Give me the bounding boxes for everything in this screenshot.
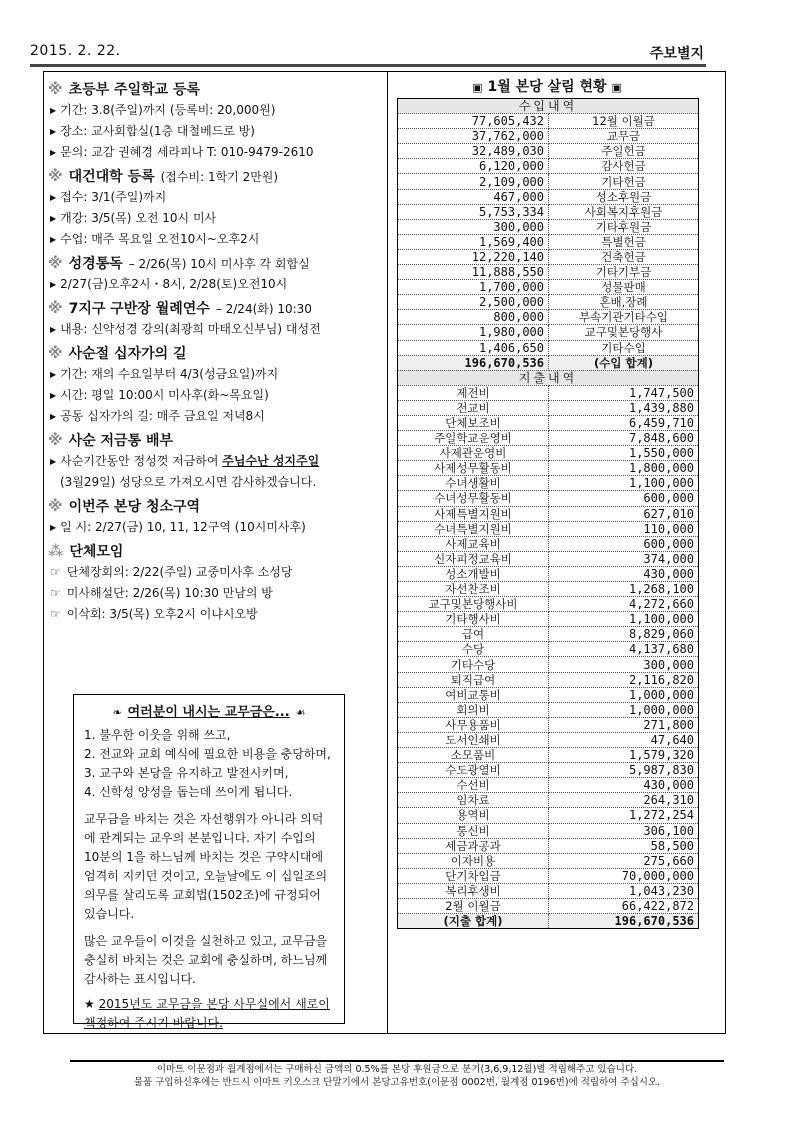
income-amount: 1,406,650 [398, 340, 549, 355]
expense-item: 자선찬조비 [398, 582, 549, 597]
income-item: 주일헌금 [549, 144, 699, 159]
bulletin-date: 2015. 2. 22. [30, 43, 121, 59]
expense-amount: 58,500 [549, 838, 699, 853]
expense-amount: 70,000,000 [549, 868, 699, 883]
notice-section-bible-reading [48, 253, 398, 292]
expense-item: 퇴직급여 [398, 672, 549, 687]
notice-line: ▶ 사순기간동안 정성껏 저금하여 주님수난 성지주일 [50, 454, 320, 468]
section-header-label: 지출내역 [398, 370, 699, 385]
footer-line: 이마트 이문점과 월계점에서는 구매하신 금액의 0.5%를 본당 후원금으로 분기(3,6,9,12월)별 적립해주고 있습니다. [156, 1064, 638, 1075]
expense-amount: 1,550,000 [549, 446, 699, 461]
expense-amount: 600,000 [549, 491, 699, 506]
triangle-bullet-icon: ▶ [50, 523, 57, 532]
expense-row [398, 521, 699, 536]
expense-row [398, 763, 699, 778]
expense-row [398, 717, 699, 732]
square-ornament-icon: ▣ [611, 81, 622, 94]
notice-section-group-meetings [48, 541, 398, 622]
expense-row [398, 883, 699, 898]
expense-amount: 7,848,600 [549, 431, 699, 446]
expense-item: 사제교육비 [398, 536, 549, 551]
section-title: ※ 사순절 십자가의 길 [48, 344, 187, 362]
tithe-use-item: 3. 교구와 본당을 유지하고 발전시키며, [84, 766, 289, 780]
income-amount: 12,220,140 [398, 249, 549, 264]
expense-amount: 1,579,320 [549, 748, 699, 763]
notice-line: ☞ 단체장회의: 2/22(주일) 교중미사후 소성당 [50, 565, 293, 579]
income-amount: 1,980,000 [398, 325, 549, 340]
expense-row [398, 793, 699, 808]
expense-item: 여비교통비 [398, 687, 549, 702]
expense-row [398, 415, 699, 430]
expense-item: 성소개발비 [398, 566, 549, 581]
notice-section-stations-of-cross [48, 343, 398, 424]
section-title: ※ 사순 저금통 배부 [48, 431, 174, 449]
notice-line: ▶ 공동 십자가의 길: 매주 금요일 저녁8시 [50, 409, 265, 423]
expense-amount: 2,116,820 [549, 672, 699, 687]
expense-row [398, 491, 699, 506]
expense-amount: 66,422,872 [549, 898, 699, 913]
tithe-note: ★ 2015년도 교무금을 본당 사무실에서 새로이 책정하여 주시기 바랍니다. [84, 997, 330, 1030]
expense-amount: 4,272,660 [549, 597, 699, 612]
expense-row [398, 672, 699, 687]
expense-row [398, 823, 699, 838]
triangle-bullet-icon: ▶ [50, 193, 57, 202]
notice-line: ▶ 시간: 평일 10:00시 미사후(화~목요일) [50, 388, 269, 402]
triangle-bullet-icon: ▶ [50, 127, 57, 136]
expense-row [398, 732, 699, 747]
expense-total-label: (지출 합계) [398, 914, 549, 929]
expense-row [398, 778, 699, 793]
triangle-bullet-icon: ▶ [50, 235, 57, 244]
expense-amount: 275,660 [549, 853, 699, 868]
tithe-use-item: 2. 전교와 교회 예식에 필요한 비용을 충당하며, [84, 747, 331, 761]
income-row [398, 129, 699, 144]
section-header-label: 수입내역 [398, 99, 699, 114]
expense-row [398, 536, 699, 551]
income-total-amount: 196,670,536 [398, 355, 549, 370]
triangle-bullet-icon: ▶ [50, 370, 57, 379]
income-amount: 800,000 [398, 310, 549, 325]
notice-line: ▶ 기간: 재의 수요일부터 4/3(성금요일)까지 [50, 367, 279, 381]
income-amount: 1,569,400 [398, 234, 549, 249]
expense-item: 기타행사비 [398, 612, 549, 627]
pointing-hand-icon: ☞ [50, 607, 61, 621]
square-ornament-icon: ▣ [472, 81, 483, 94]
expense-row [398, 461, 699, 476]
sparkle-circle-icon: ⁂ [48, 542, 64, 560]
expense-row [398, 702, 699, 717]
asterism-icon: ※ [48, 431, 63, 449]
expense-amount: 6,459,710 [549, 415, 699, 430]
notice-line: ▶ 문의: 교감 권혜경 세라피나 T: 010-9479-2610 [50, 145, 314, 159]
tithe-use-item: 1. 불우한 이웃을 위해 쓰고, [84, 728, 231, 742]
notice-line: (3월29일) 성당으로 가져오시면 감사하겠습니다. [60, 475, 317, 489]
expense-item: 수당 [398, 642, 549, 657]
income-row [398, 249, 699, 264]
expense-row [398, 506, 699, 521]
income-total-label: (수입 합계) [549, 355, 699, 370]
expense-total-amount: 196,670,536 [549, 914, 699, 929]
section-title: ※ 초등부 주일학교 등록 [48, 80, 201, 98]
income-row [398, 265, 699, 280]
income-item: 부속기관기타수입 [549, 310, 699, 325]
expense-item: 수녀성무활동비 [398, 491, 549, 506]
section-title: ※ 이번주 본당 청소구역 [48, 497, 201, 515]
expense-amount: 1,272,254 [549, 808, 699, 823]
expense-item: 제전비 [398, 385, 549, 400]
income-row [398, 325, 699, 340]
expense-row [398, 385, 699, 400]
triangle-bullet-icon: ▶ [50, 391, 57, 400]
expense-amount: 8,829,060 [549, 627, 699, 642]
notice-line: ▶ 2/27(금)오후2시・8시, 2/28(토)오전10시 [50, 277, 288, 291]
expense-row [398, 476, 699, 491]
income-header-row [398, 99, 699, 114]
footer-rule [70, 1060, 724, 1062]
income-amount: 2,109,000 [398, 174, 549, 189]
expense-amount: 5,987,830 [549, 763, 699, 778]
expense-item: 교구및본당행사비 [398, 597, 549, 612]
notice-line: ☞ 이삭회: 3/5(목) 오후2시 이냐시오방 [50, 607, 258, 621]
income-amount: 32,489,030 [398, 144, 549, 159]
income-item: 기타수입 [549, 340, 699, 355]
expense-item: 단기차입금 [398, 868, 549, 883]
tithe-info-box [73, 694, 345, 1030]
finance-title: ▣ 1월 본당 살림 현황 ▣ [472, 79, 622, 95]
expense-item: 수녀생활비 [398, 476, 549, 491]
expense-item: 회의비 [398, 702, 549, 717]
income-item: 사회복지후원금 [549, 204, 699, 219]
income-row [398, 174, 699, 189]
expense-amount: 1,268,100 [549, 582, 699, 597]
asterism-icon: ※ [48, 254, 63, 272]
notice-line: ▶ 수업: 매주 목요일 오전10시~오후2시 [50, 232, 260, 246]
header-rule [30, 64, 706, 67]
income-item: 기타후원금 [549, 219, 699, 234]
notice-line: ▶ 일 시: 2/27(금) 10, 11, 12구역 (10시미사후) [50, 520, 306, 534]
expense-amount: 4,137,680 [549, 642, 699, 657]
asterism-icon: ※ [48, 344, 63, 362]
income-amount: 1,700,000 [398, 280, 549, 295]
income-row [398, 280, 699, 295]
expense-row [398, 597, 699, 612]
expense-item: 임차료 [398, 793, 549, 808]
palm-sunday-emphasis: 주님수난 성지주일 [222, 454, 320, 468]
expense-item: 기타수당 [398, 657, 549, 672]
expense-row [398, 808, 699, 823]
expense-row [398, 551, 699, 566]
notice-line: ▶ 개강: 3/5(목) 오전 10시 미사 [50, 211, 217, 225]
expense-item: 사무용품비 [398, 717, 549, 732]
pointing-hand-icon: ☞ [50, 586, 61, 600]
expense-item: 통신비 [398, 823, 549, 838]
expense-amount: 300,000 [549, 657, 699, 672]
expense-row [398, 687, 699, 702]
income-item: 특별헌금 [549, 234, 699, 249]
expense-amount: 1,800,000 [549, 461, 699, 476]
tithe-use-item: 4. 신학성 양성을 돕는데 쓰이게 됩니다. [84, 785, 293, 799]
income-item: 건축헌금 [549, 249, 699, 264]
income-item: 성물판매 [549, 280, 699, 295]
notice-line: ▶ 접수: 3/1(주일)까지 [50, 190, 167, 204]
triangle-bullet-icon: ▶ [50, 280, 57, 289]
expense-item: 복리후생비 [398, 883, 549, 898]
income-item: 교구및본당행사 [549, 325, 699, 340]
triangle-bullet-icon: ▶ [50, 214, 57, 223]
expense-row [398, 838, 699, 853]
expense-row [398, 431, 699, 446]
asterism-icon: ※ [48, 80, 63, 98]
expense-item: 단체보조비 [398, 415, 549, 430]
expense-item: 수녀특별지원비 [398, 521, 549, 536]
notice-section-college [48, 166, 398, 247]
expense-amount: 1,100,000 [549, 476, 699, 491]
expense-amount: 430,000 [549, 566, 699, 581]
notice-section-cleaning [48, 496, 398, 535]
expense-row [398, 627, 699, 642]
floral-ornament-icon: ❧ [112, 706, 122, 719]
expense-amount: 374,000 [549, 551, 699, 566]
triangle-bullet-icon: ▶ [50, 106, 57, 115]
income-row [398, 189, 699, 204]
expense-amount: 1,043,230 [549, 883, 699, 898]
income-amount: 77,605,432 [398, 114, 549, 129]
expense-item: 사제관운영비 [398, 446, 549, 461]
floral-ornament-icon: ☙ [295, 706, 306, 719]
expense-amount: 264,310 [549, 793, 699, 808]
notice-column [48, 76, 398, 628]
income-row [398, 234, 699, 249]
pointing-hand-icon: ☞ [50, 565, 61, 579]
expense-item: 주일학교운영비 [398, 431, 549, 446]
triangle-bullet-icon: ▶ [50, 412, 57, 421]
asterism-icon: ※ [48, 167, 63, 185]
notice-section-sunday-school [48, 79, 398, 160]
section-title: ※ 대건대학 등록 (접수비: 1학기 2만원) [48, 167, 279, 185]
expense-row [398, 898, 699, 913]
expense-row [398, 868, 699, 883]
expense-amount: 47,640 [549, 732, 699, 747]
footer-line: 물품 구입하신후에는 반드시 이마트 키오스크 단말기에서 본당고유번호(이문점 0002번, 월계점 0196번)에 적립하여 주십시오. [133, 1077, 661, 1088]
income-row [398, 340, 699, 355]
expense-amount: 430,000 [549, 778, 699, 793]
expense-item: 이자비용 [398, 853, 549, 868]
tithe-paragraph: 교무금을 바치는 것은 자선행위가 아니라 의덕에 관계되는 교우의 본분입니다. 자기 수입의 10분의 1을 하느님께 바치는 것은 구약시대에 엄격히 지키던 것이고, 오늘날에도 이 십일조의 의무를 살리도록 교회법(1502조)에 규정되어 있습니다. [84, 812, 328, 921]
expense-amount: 1,000,000 [549, 687, 699, 702]
expense-amount: 1,100,000 [549, 612, 699, 627]
expense-amount: 306,100 [549, 823, 699, 838]
expense-row [398, 853, 699, 868]
expense-item: 도서인쇄비 [398, 732, 549, 747]
income-row [398, 295, 699, 310]
expense-amount: 1,439,880 [549, 400, 699, 415]
expense-amount: 627,010 [549, 506, 699, 521]
section-title: ⁂ 단체모임 [48, 542, 124, 560]
footer-notice [40, 1063, 754, 1089]
income-amount: 37,762,000 [398, 129, 549, 144]
expense-total-row [398, 914, 699, 929]
triangle-bullet-icon: ▶ [50, 325, 57, 334]
income-amount: 300,000 [398, 219, 549, 234]
expense-item: 수선비 [398, 778, 549, 793]
expense-item: 사제성무활동비 [398, 461, 549, 476]
expense-row [398, 642, 699, 657]
finance-table [397, 98, 699, 929]
expense-amount: 110,000 [549, 521, 699, 536]
income-item: 기타기부금 [549, 265, 699, 280]
income-item: 12월 이월금 [549, 114, 699, 129]
star-icon: ★ [84, 997, 99, 1011]
tithe-box-title: ❧ 여러분이 내시는 교무금은... ☙ [112, 705, 306, 720]
income-item: 혼배,장례 [549, 295, 699, 310]
expense-item: 용역비 [398, 808, 549, 823]
notice-section-district-training [48, 298, 398, 337]
expense-row [398, 566, 699, 581]
income-row [398, 310, 699, 325]
expense-item: 수도광열비 [398, 763, 549, 778]
bulletin-title: 주보별지 [649, 46, 704, 62]
expense-row [398, 400, 699, 415]
income-row [398, 159, 699, 174]
income-item: 감사헌금 [549, 159, 699, 174]
expense-item: 전교비 [398, 400, 549, 415]
expense-amount: 1,000,000 [549, 702, 699, 717]
expense-row [398, 612, 699, 627]
asterism-icon: ※ [48, 497, 63, 515]
triangle-bullet-icon: ▶ [50, 457, 57, 466]
income-row [398, 144, 699, 159]
expense-item: 신자피정교육비 [398, 551, 549, 566]
income-row [398, 204, 699, 219]
income-row [398, 114, 699, 129]
expense-item: 2월 이월금 [398, 898, 549, 913]
expense-item: 세금과공과 [398, 838, 549, 853]
income-amount: 2,500,000 [398, 295, 549, 310]
income-total-row [398, 355, 699, 370]
notice-line: ▶ 기간: 3.8(주일)까지 (등록비: 20,000원) [50, 103, 276, 117]
expense-row [398, 748, 699, 763]
income-item: 성소후원금 [549, 189, 699, 204]
income-item: 교무금 [549, 129, 699, 144]
expense-item: 소모품비 [398, 748, 549, 763]
expense-amount: 271,800 [549, 717, 699, 732]
expense-item: 급여 [398, 627, 549, 642]
expense-row [398, 582, 699, 597]
notice-line: ☞ 미사해설단: 2/26(목) 10:30 만남의 방 [50, 586, 273, 600]
asterism-icon: ※ [48, 299, 63, 317]
income-amount: 467,000 [398, 189, 549, 204]
section-title: ※ 성경통독 – 2/26(목) 10시 미사후 각 회합실 [48, 254, 310, 272]
income-amount: 6,120,000 [398, 159, 549, 174]
income-item: 기타헌금 [549, 174, 699, 189]
expense-amount: 1,747,500 [549, 385, 699, 400]
income-row [398, 219, 699, 234]
expense-row [398, 446, 699, 461]
tithe-paragraph: 많은 교우들이 이것을 실천하고 있고, 교무금을 충실히 바치는 것은 교회에 충실하며, 하느님께 감사하는 표시입니다. [84, 934, 328, 986]
income-amount: 11,888,550 [398, 265, 549, 280]
expense-row [398, 657, 699, 672]
expense-item: 사제특별지원비 [398, 506, 549, 521]
notice-line: ▶ 내용: 신약성경 강의(최광희 마태오신부님) 대성전 [50, 322, 321, 336]
notice-line: ▶ 장소: 교사회합실(1층 대철베드로 방) [50, 124, 255, 138]
section-title: ※ 7지구 구반장 월례연수 – 2/24(화) 10:30 [48, 299, 312, 317]
income-amount: 5,753,334 [398, 204, 549, 219]
expense-amount: 600,000 [549, 536, 699, 551]
triangle-bullet-icon: ▶ [50, 148, 57, 157]
expense-header-row [398, 370, 699, 385]
notice-section-lent-piggybank [48, 430, 398, 490]
